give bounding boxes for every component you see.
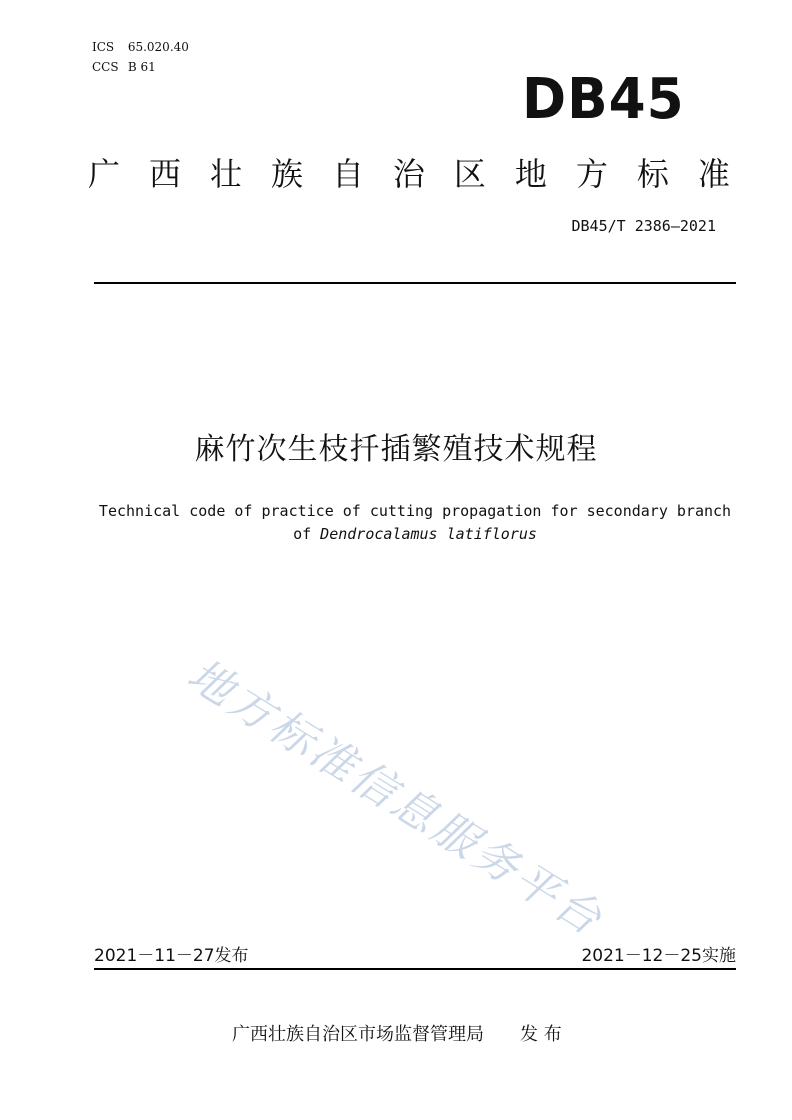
ccs-value: B 61	[127, 60, 156, 74]
document-title-en	[60, 500, 770, 546]
watermark: 地方标准信息服务平台	[178, 649, 613, 947]
ccs-code	[92, 60, 156, 74]
title-char: 准	[697, 155, 730, 193]
standard-type-title	[88, 152, 730, 198]
bottom-divider	[94, 968, 736, 970]
title-char: 自	[331, 155, 364, 193]
title-en-line2	[60, 523, 770, 546]
publish-action: 发 布	[520, 1024, 562, 1045]
title-char: 治	[392, 155, 425, 193]
title-char: 地	[514, 155, 547, 193]
title-en-line1: Technical code of practice of cutting propagation for secondary branch	[98, 502, 732, 520]
publisher	[232, 1022, 562, 1048]
top-divider	[94, 282, 736, 284]
title-char: 标	[636, 155, 669, 193]
species-name: Dendrocalamus latiflorus	[320, 525, 537, 543]
document-title-cn: 麻竹次生枝扦插繁殖技术规程	[194, 432, 598, 467]
db45-logo: DB45	[522, 67, 685, 132]
title-char: 方	[575, 155, 608, 193]
publisher-name: 广西壮族自治区市场监督管理局	[232, 1024, 484, 1045]
issue-date: 2021－11－27发布	[94, 946, 249, 966]
ics-label: ICS	[92, 40, 115, 54]
title-char: 壮	[209, 155, 242, 193]
title-char: 区	[453, 155, 486, 193]
title-char: 广	[88, 155, 121, 193]
title-en-prefix: of	[293, 525, 321, 543]
title-char: 族	[270, 155, 303, 193]
ics-code	[92, 40, 189, 54]
title-char: 西	[148, 155, 181, 193]
implementation-date: 2021－12－25实施	[581, 946, 736, 966]
ccs-label: CCS	[92, 60, 119, 74]
ics-value: 65.020.40	[127, 40, 189, 54]
standard-number: DB45/T 2386—2021	[571, 217, 716, 235]
